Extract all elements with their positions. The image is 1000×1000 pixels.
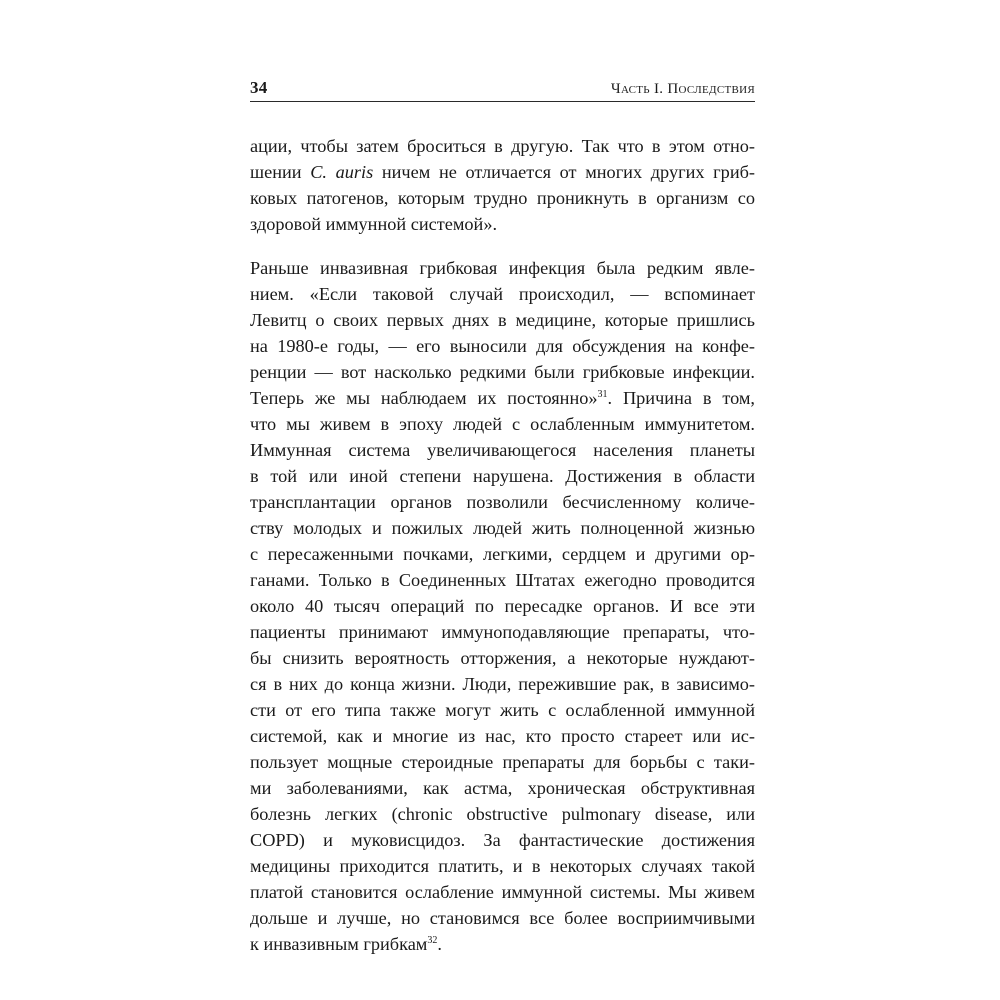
- text-line: ации, чтобы затем броситься в другую. Так что в этом отно-: [250, 136, 755, 156]
- text-line: ганами. Только в Соединенных Штатах ежегодно проводится: [250, 570, 755, 590]
- footnote-marker: 31: [597, 388, 608, 400]
- text-line: пациенты принимают иммуноподавляющие препараты, что-: [250, 622, 755, 642]
- footnote-marker: 32: [427, 934, 438, 946]
- text-fragment: к инвазивным грибкам: [250, 934, 428, 954]
- paragraph-gap: [250, 237, 755, 255]
- text-fragment: . Причина в том,: [607, 388, 755, 408]
- body-text: [250, 133, 755, 957]
- text-line: нием. «Если таковой случай происходил, — вспоминает: [250, 284, 755, 304]
- running-head: Часть I. Последствия: [610, 81, 755, 97]
- text-line: [250, 159, 755, 185]
- text-line: болезнь легких (chronic obstructive pulmonary disease, или: [250, 804, 755, 824]
- page-header: [250, 72, 755, 102]
- text-line: что мы живем в эпоху людей с ослабленным иммунитетом.: [250, 414, 755, 434]
- text-line: около 40 тысяч операций по пересадке органов. И все эти: [250, 596, 755, 616]
- text-line: Раньше инвазивная грибковая инфекция была редким явле-: [250, 258, 755, 278]
- paragraph: [250, 255, 755, 957]
- text-line: с пересаженными почками, легкими, сердцем и другими ор-: [250, 544, 755, 564]
- text-line: ковых патогенов, которым трудно проникнуть в организм со: [250, 188, 755, 208]
- text-line: здоровой иммунной системой».: [250, 214, 498, 234]
- text-line: медицины приходится платить, и в некоторых случаях такой: [250, 856, 755, 876]
- book-page: [250, 72, 755, 957]
- text-line: на 1980-е годы, — его выносили для обсуждения на конфе-: [250, 336, 755, 356]
- text-fragment: шении: [250, 162, 311, 182]
- text-line: ренции — вот насколько редкими были грибковые инфекции.: [250, 362, 755, 382]
- text-fragment: .: [437, 934, 442, 954]
- text-line: ми заболеваниями, как астма, хроническая обструктивная: [250, 778, 755, 798]
- text-line: [250, 931, 755, 957]
- text-line: трансплантации органов позволили бесчисленному количе-: [250, 492, 755, 512]
- text-line: в той или иной степени нарушена. Достижения в области: [250, 466, 755, 486]
- text-line: платой становится ослабление иммунной системы. Мы живем: [250, 882, 755, 902]
- text-line: Иммунная система увеличивающегося населения планеты: [250, 440, 755, 460]
- text-line: сти от его типа также могут жить с ослабленной иммунной: [250, 700, 755, 720]
- text-line: пользует мощные стероидные препараты для борьбы с таки-: [250, 752, 755, 772]
- text-line: ству молодых и пожилых людей жить полноценной жизнью: [250, 518, 755, 538]
- text-fragment: Теперь же мы наблюдаем их постоянно»: [250, 388, 598, 408]
- italic-species-name: C. auris: [310, 162, 374, 182]
- text-line: дольше и лучше, но становимся все более восприимчивыми: [250, 908, 755, 928]
- text-line: Левитц о своих первых днях в медицине, которые пришлись: [250, 310, 755, 330]
- text-line: системой, как и многие из нас, кто просто стареет или ис-: [250, 726, 755, 746]
- page-number: 34: [250, 78, 268, 97]
- text-line: ся в них до конца жизни. Люди, пережившие рак, в зависимо-: [250, 674, 755, 694]
- paragraph: [250, 133, 755, 237]
- text-line: [250, 385, 755, 411]
- text-fragment: ничем не отличается от многих других гриб-: [373, 162, 755, 182]
- text-line: COPD) и муковисцидоз. За фантастические достижения: [250, 830, 755, 850]
- text-line: бы снизить вероятность отторжения, а некоторые нуждают-: [250, 648, 755, 668]
